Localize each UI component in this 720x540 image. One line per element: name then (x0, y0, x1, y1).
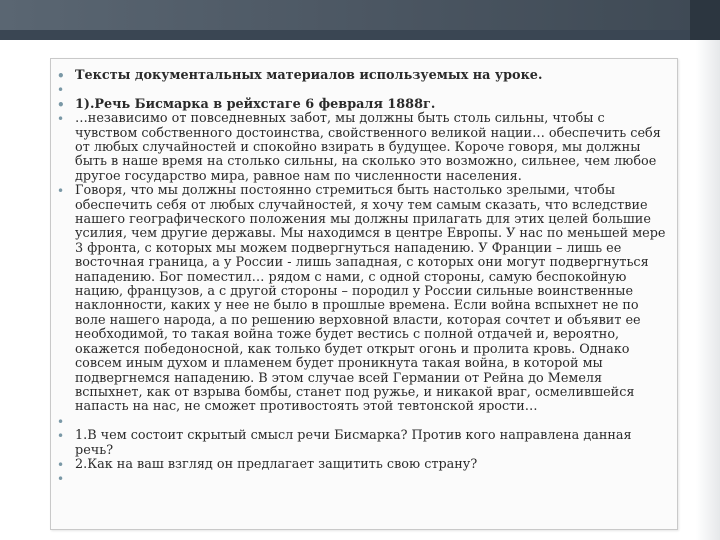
slide-content-box (50, 58, 678, 530)
list-item-question-2: • 2.Как на ваш взгляд он предлагает защитить свою страну? (75, 458, 669, 472)
slide-header-bar (0, 0, 720, 40)
slide-header-gradient (0, 0, 690, 30)
list-item-heading: • Тексты документальных материалов используемых на уроке. (75, 69, 669, 83)
list-item-question-1: • 1.В чем состоит скрытый смысл речи Бисмарка? Против кого направлена данная речь? (75, 429, 669, 458)
list-item-quote-part-1: • …независимо от повседневных забот, мы должны быть столь сильны, чтобы с чувством собственного достоинства, свойственного великой нации… обеспечить себя от любых случайностей и спокойно взирать в будущее. Короче говоря, мы должны быть в наше время на столько сильны, на сколько это возможно, сильнее, чем любое другое государство мира, равное нам по численности населения. (75, 112, 669, 184)
list-item-empty (75, 83, 669, 97)
slide-header-accent (690, 0, 720, 40)
slide-side-shadow (696, 40, 720, 540)
list-item-empty (75, 415, 669, 429)
bullet-list (51, 59, 677, 487)
list-item-speech-title: • 1).Речь Бисмарка в рейхстаге 6 февраля 1888г. (75, 98, 669, 112)
list-item-empty (75, 472, 669, 486)
list-item-quote-part-2: • Говоря, что мы должны постоянно стремиться быть настолько зрелыми, чтобы обеспечить себя от любых случайностей, я хочу тем самым сказать, что вследствие нашего географического положения мы должны прилагать для этих целей большие усилия, чем другие державы. Мы находимся в центре Европы. У нас по меньшей мере 3 фронта, с которых мы можем подвергнуться нападению. У Франции – лишь ее восточная граница, а у России - лишь западная, с которых они могут подвергнуться нападению. Бог поместил… рядом с нами, с одной стороны, самую беспокойную нацию, французов, а с другой стороны – породил у России сильные воинственные наклонности, каких у нее не было в прошлые времена. Если война вспыхнет не по воле нашего народа, а по решению верховной власти, которая сочтет и объявит ее необходимой, то такая война тоже будет вестись с полной отдачей и, вероятно, окажется победоносной, как только будет открыт огонь и пролита кровь. Однако совсем иным духом и пламенем будет проникнута такая война, в которой мы подвергнемся нападению. В этом случае всей Германии от Рейна до Мемеля вспыхнет, как от взрыва бомбы, станет под ружье, и никакой враг, осмелившейся напасть на нас, не сможет противостоять этой тевтонской ярости… (75, 184, 669, 415)
